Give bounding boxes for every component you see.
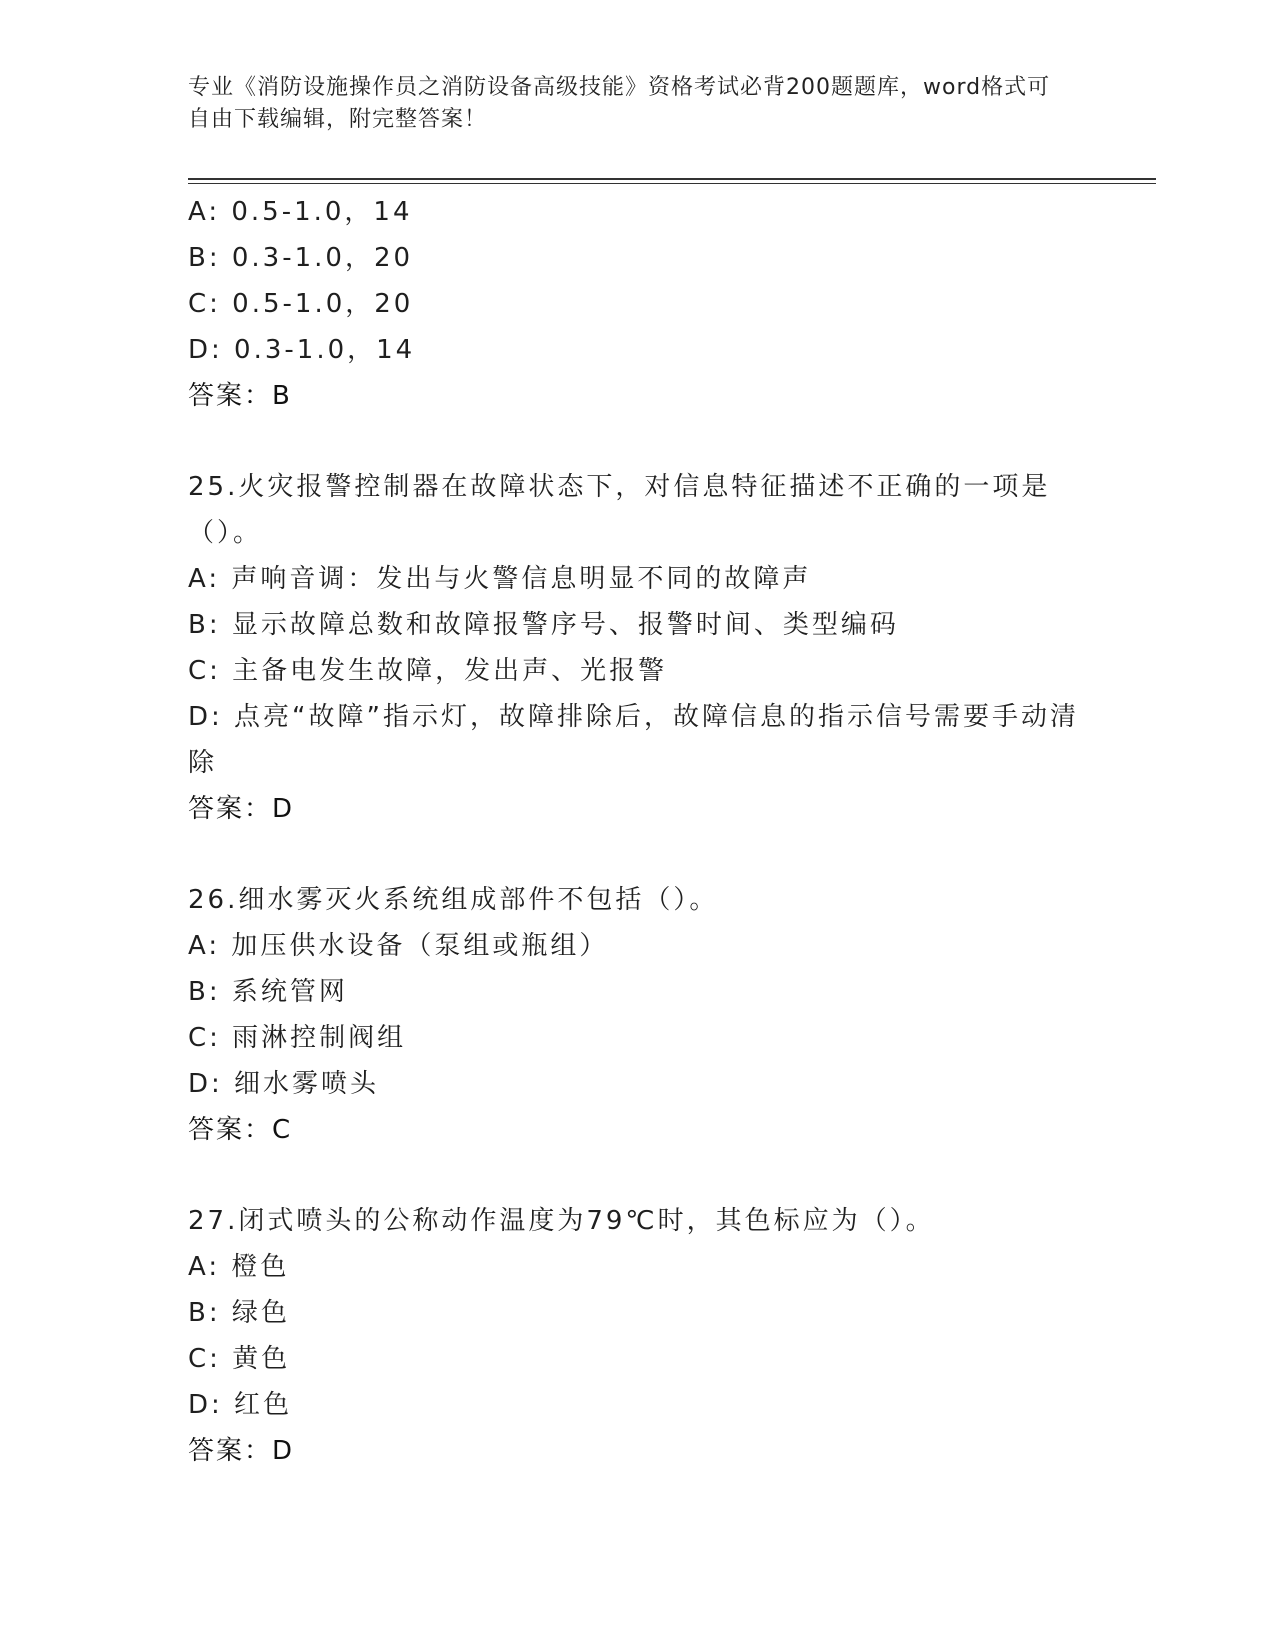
question-26: [188, 877, 1088, 1153]
option-a: A: 加压供水设备（泵组或瓶组）: [188, 931, 609, 961]
option-b: B: 显示故障总数和故障报警序号、报警时间、类型编码: [188, 610, 899, 640]
question-27: [188, 1198, 1088, 1474]
question-25: [188, 464, 1088, 832]
option-d: D: 细水雾喷头: [188, 1069, 380, 1099]
question-stem: 25.火灾报警控制器在故障状态下，对信息特征描述不正确的一项是（）。: [188, 472, 1051, 548]
document-header: 专业《消防设施操作员之消防设备高级技能》资格考试必背200题题库，word格式可自由下载编辑，附完整答案！: [188, 75, 1051, 132]
spacer: [188, 1153, 1088, 1198]
option-b: B: 绿色: [188, 1298, 290, 1328]
answer-line: 答案：C: [188, 1115, 293, 1145]
answer-line: 答案：D: [188, 794, 295, 824]
option-b: B: 系统管网: [188, 977, 348, 1007]
option-d: D: 点亮“故障”指示灯，故障排除后，故障信息的指示信号需要手动清除: [188, 702, 1079, 778]
option-c: C: 黄色: [188, 1344, 291, 1374]
option-b: B: 0.3-1.0，20: [188, 243, 414, 273]
option-c: C: 主备电发生故障，发出声、光报警: [188, 656, 668, 686]
header-divider-thin: [188, 183, 1156, 184]
header-divider-thick: [188, 178, 1156, 180]
question-list: [188, 189, 1088, 1474]
option-c: C: 雨淋控制阀组: [188, 1023, 407, 1053]
question-stem: 26.细水雾灭火系统组成部件不包括（）。: [188, 885, 719, 915]
answer-line: 答案：D: [188, 1436, 295, 1466]
answer-line: 答案：B: [188, 381, 292, 411]
question-stem: 27.闭式喷头的公称动作温度为79℃时，其色标应为（）。: [188, 1206, 935, 1236]
option-a: A: 0.5-1.0，14: [188, 197, 413, 227]
question-24: [188, 189, 1088, 419]
option-c: C: 0.5-1.0，20: [188, 289, 414, 319]
spacer: [188, 419, 1088, 464]
option-d: D: 0.3-1.0，14: [188, 335, 416, 365]
spacer: [188, 832, 1088, 877]
option-d: D: 红色: [188, 1390, 293, 1420]
option-a: A: 橙色: [188, 1252, 290, 1282]
option-a: A: 声响音调：发出与火警信息明显不同的故障声: [188, 564, 812, 594]
